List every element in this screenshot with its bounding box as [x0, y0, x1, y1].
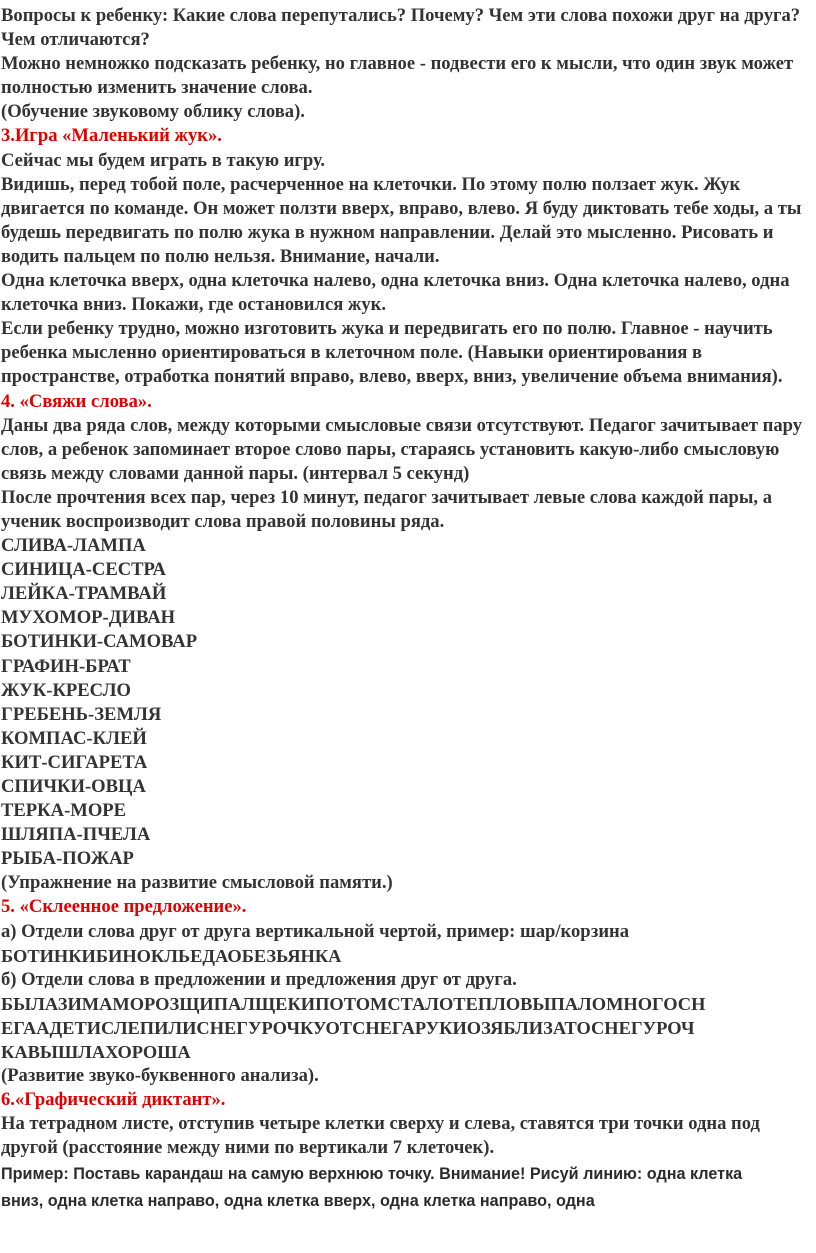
word-pair: КОМПАС-КЛЕЙ: [1, 727, 147, 749]
section-heading-game4: 4. «Свяжи слова».: [1, 390, 152, 412]
word-pair: ГРАФИН-БРАТ: [1, 655, 131, 677]
glued-string-b-line: ЕГААДЕТИСЛЕПИЛИСНЕГУРОЧКУОТСНЕГАРУКИОЗЯБЛИЗАТОСНЕГУРОЧ: [1, 1017, 695, 1038]
game3-line: Одна клеточка вверх, одна клеточка налево, одна клеточка вниз. Одна клеточка налево, одна клеточка вниз. Покажи, где остановился жук.: [1, 270, 790, 316]
game6-example-line: Пример: Поставь карандаш на самую верхнюю точку. Внимание! Рисуй линию: одна клетка: [1, 1164, 743, 1183]
game3-line: Если ребенку трудно, можно изготовить жука и передвигать его по полю. Главное - научить ребенка мысленно ориентироваться в клеточном поле. (Навыки ориентирования в пространстве, отработка понятий вправо, влево, вверх, вниз, увеличение объема внимания).: [1, 318, 783, 388]
game5-note: (Развитие звуко-буквенного анализа).: [1, 1065, 319, 1087]
section-heading-game6: 6.«Графический диктант».: [1, 1089, 226, 1111]
game4-line: После прочтения всех пар, через 10 минут, педагог зачитывает левые слова каждой пары, а ученик воспроизводит слова правой половины ряда.: [1, 486, 772, 532]
glued-string-b-line: БЫЛАЗИМАМОРОЗЩИПАЛЩЕКИПОТОМСТАЛОТЕПЛОВЫПАЛОМНОГОСН: [1, 993, 706, 1014]
game3-line: Видишь, перед тобой поле, расчерченное на клеточки. По этому полю ползает жук. Жук двигается по команде. Он может ползти вверх, вправо, влево. Я буду диктовать тебе ходы, а ты будешь передвигать по полю жука в нужном направлении. Делай это мысленно. Рисовать и водить пальцем по полю нельзя. Внимание, начали.: [1, 173, 802, 267]
word-pair: БОТИНКИ-САМОВАР: [1, 631, 198, 653]
game4-note: (Упражнение на развитие смысловой памяти.): [1, 872, 393, 894]
word-pair: МУХОМОР-ДИВАН: [1, 607, 176, 629]
section-heading-game3: 3.Игра «Маленький жук».: [1, 125, 222, 147]
game6-example-line: вниз, одна клетка направо, одна клетка вверх, одна клетка направо, одна: [1, 1191, 595, 1210]
game3-line: Сейчас мы будем играть в такую игру.: [1, 149, 326, 171]
word-pair-list: [1, 534, 810, 871]
word-pair: ЛЕЙКА-ТРАМВАЙ: [1, 583, 167, 605]
word-pair: КИТ-СИГАРЕТА: [1, 751, 148, 773]
glued-string-a: БОТИНКИБИНОКЛЬЕДАОБЕЗЬЯНКА: [1, 945, 342, 966]
word-pair: ТЕРКА-МОРЕ: [1, 800, 127, 822]
word-pair: РЫБА-ПОЖАР: [1, 848, 134, 870]
game6-line: На тетрадном листе, отступив четыре клетки сверху и слева, ставятся три точки одна под другой (расстояние между ними по вертикали 7 клеточек).: [1, 1113, 760, 1159]
glued-string-b-line: КАВЫШЛАХОРОША: [1, 1042, 191, 1063]
section-heading-game5: 5. «Склеенное предложение».: [1, 896, 247, 918]
word-pair: ГРЕБЕНЬ-ЗЕМЛЯ: [1, 703, 162, 725]
paragraph-hint: Можно немножко подсказать ребенку, но главное - подвести его к мысли, что один звук может полностью изменить значение слова.: [1, 53, 794, 99]
word-pair: ЖУК-КРЕСЛО: [1, 679, 131, 701]
game5-task-a: а) Отдели слова друг от друга вертикальной чертой, пример: шар/корзина: [1, 920, 630, 942]
word-pair: ШЛЯПА-ПЧЕЛА: [1, 824, 151, 846]
paragraph-note: (Обучение звуковому облику слова).: [1, 101, 305, 123]
word-pair: СЛИВА-ЛАМПА: [1, 535, 146, 557]
word-pair: СИНИЦА-СЕСТРА: [1, 559, 166, 581]
word-pair: СПИЧКИ-ОВЦА: [1, 776, 146, 797]
game5-task-b: б) Отдели слова в предложении и предложения друг от друга.: [1, 968, 517, 990]
paragraph-questions: Вопросы к ребенку: Какие слова перепутались? Почему? Чем эти слова похожи друг на друга? Чем отличаются?: [1, 5, 801, 51]
game4-line: Даны два ряда слов, между которыми смысловые связи отсутствуют. Педагог зачитывает пару слов, а ребенок запоминает второе слово пары, стараясь установить какую-либо смысловую связь между словами данной пары. (интервал 5 секунд): [1, 414, 803, 484]
